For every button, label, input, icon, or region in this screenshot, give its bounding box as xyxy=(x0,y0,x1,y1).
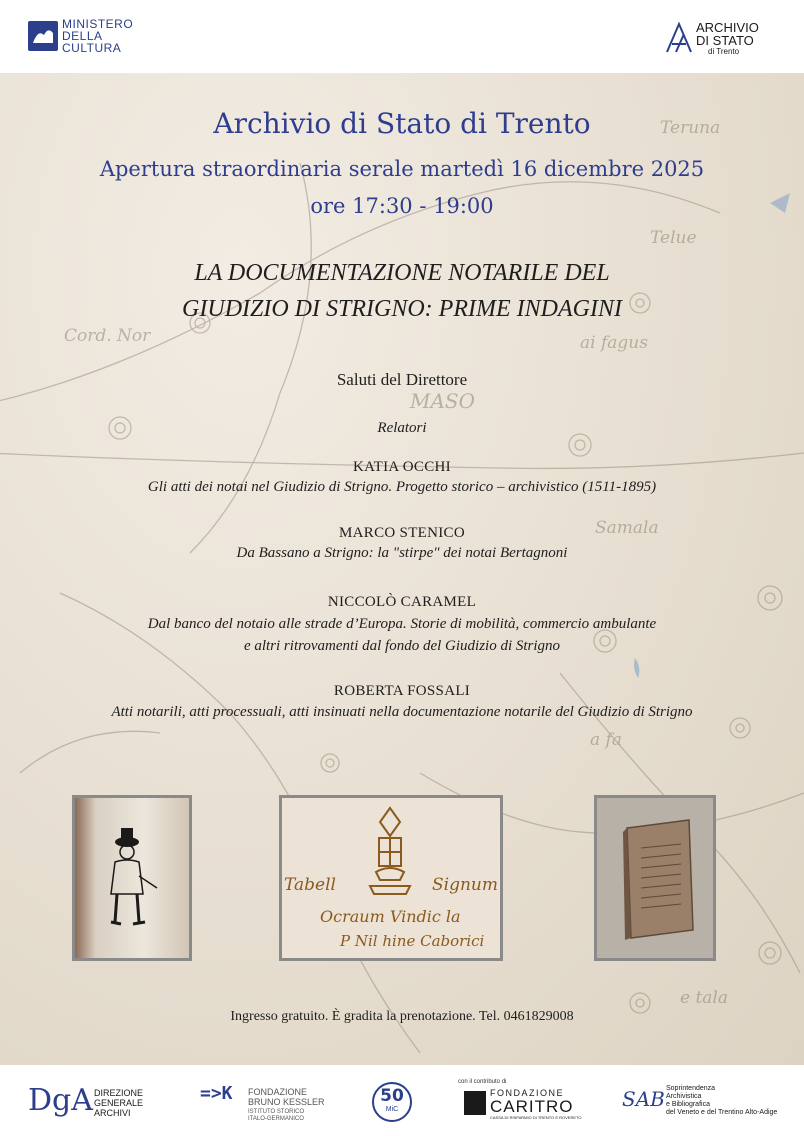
map-word: Telue xyxy=(650,228,697,248)
director-greeting: Saluti del Direttore xyxy=(336,370,468,389)
notary-figure-drawing xyxy=(75,798,189,958)
signum-line: Ocraum Vindic la xyxy=(320,907,461,926)
speaker-talk: Atti notarili, atti processuali, atti insinuati nella documentazione notarile del Giudizio di Strigno xyxy=(111,704,693,720)
fbk-logo-line: FONDAZIONE xyxy=(248,1087,308,1097)
map-word: e tala xyxy=(680,988,729,1008)
fbk-logo-line: BRUNO KESSLER xyxy=(248,1097,325,1107)
map-word: ai fagus xyxy=(580,333,648,353)
dga-logo-line: ARCHIVI xyxy=(94,1108,131,1118)
fbk-logo-mark: =>K xyxy=(200,1083,233,1104)
speaker-name: MARCO STENICO xyxy=(339,525,465,541)
speaker-block xyxy=(0,591,804,657)
speaker-name: KATIA OCCHI xyxy=(353,459,451,475)
archive-logo-line: DI STATO xyxy=(696,33,754,48)
caritro-icon xyxy=(464,1091,486,1115)
caritro-logo-sub: CASSA DI RISPARMIO DI TRENTO E ROVERETO xyxy=(490,1115,582,1120)
dga-logo-line: DIREZIONE xyxy=(94,1088,144,1098)
speaker-block xyxy=(0,523,804,563)
dga-logo-line: GENERALE xyxy=(94,1098,144,1108)
speakers-label: Relatori xyxy=(377,420,427,436)
conference-title-line: LA DOCUMENTAZIONE NOTARILE DEL xyxy=(194,260,610,286)
sab-logo-line: Soprintendenza xyxy=(666,1085,716,1092)
anniversary-number: 50 xyxy=(380,1086,404,1106)
speaker-name: ROBERTA FOSSALI xyxy=(333,683,471,699)
caritro-logo-line: CARITRO xyxy=(490,1097,574,1116)
speaker-talk: Dal banco del notaio alle strade d’Europa. Storie di mobilità, commercio ambulante xyxy=(147,616,657,632)
speaker-block xyxy=(0,457,804,497)
fbk-logo-line: ISTITUTO STORICO xyxy=(248,1109,305,1115)
bound-volume-drawing xyxy=(597,798,713,958)
conference-title xyxy=(0,255,804,327)
signum-word-right: Signum xyxy=(432,875,498,895)
mic-logo xyxy=(28,18,138,58)
header-bar xyxy=(0,0,804,73)
opening-time: ore 17:30 - 19:00 xyxy=(310,194,494,218)
signum-line: P Nil hine Caborici xyxy=(340,932,485,950)
speaker-talk: Da Bassano a Strigno: la "stirpe" dei notai Bertagnoni xyxy=(236,545,568,561)
map-word: a fa xyxy=(590,730,622,750)
sab-logo xyxy=(622,1085,782,1125)
sab-logo-line: e Bibliografica xyxy=(666,1101,710,1108)
mic-logo-icon xyxy=(28,21,58,51)
mic-logo-line: CULTURA xyxy=(62,41,122,55)
sab-logo-mark: SAB xyxy=(622,1087,665,1111)
mic-logo-line: DELLA xyxy=(62,29,103,43)
archive-logo-icon xyxy=(664,20,694,54)
signum-word-left: Tabell xyxy=(284,875,336,895)
admission-note: Ingresso gratuito. È gradita la prenotazione. Tel. 0461829008 xyxy=(230,1009,574,1024)
fbk-logo xyxy=(200,1083,330,1123)
caritro-small: con il contributo di xyxy=(458,1079,507,1085)
sab-logo-line: Archivistica xyxy=(666,1093,702,1100)
archive-logo xyxy=(664,20,776,56)
photo-manuscript-drawing xyxy=(72,795,192,961)
conference-title-line: GIUDIZIO DI STRIGNO: PRIME INDAGINI xyxy=(182,296,622,322)
signum-drawing xyxy=(282,798,500,958)
photo-bound-volume xyxy=(594,795,716,961)
fbk-logo-line: ITALO-GERMANICO xyxy=(248,1116,304,1122)
anniversary-sub: MiC xyxy=(385,1106,399,1113)
speaker-block xyxy=(0,681,804,723)
opening-date: Apertura straordinaria serale martedì 16 dicembre 2025 xyxy=(99,157,705,181)
institution-title: Archivio di Stato di Trento xyxy=(213,107,591,140)
map-word: Samala xyxy=(595,518,659,538)
dga-logo-mark: DgA xyxy=(28,1083,93,1118)
caritro-logo-line: FONDAZIONE xyxy=(490,1088,565,1098)
sab-logo-line: del Veneto e del Trentino Alto-Adige xyxy=(666,1109,778,1116)
anniversary-logo xyxy=(372,1081,412,1123)
map-word: MASO xyxy=(410,389,476,413)
caritro-logo xyxy=(458,1079,588,1125)
poster xyxy=(0,73,804,1065)
speaker-talk: Gli atti dei notai nel Giudizio di Strigno. Progetto storico – archivistico (1511-1895) xyxy=(147,479,657,495)
archive-logo-line: ARCHIVIO xyxy=(696,20,759,35)
speaker-name: NICCOLÒ CARAMEL xyxy=(327,594,477,610)
mic-logo-line: MINISTERO xyxy=(62,17,134,31)
speaker-talk: e altri ritrovamenti dal fondo del Giudizio di Strigno xyxy=(243,638,561,654)
dga-logo xyxy=(28,1083,158,1123)
sponsor-bar xyxy=(0,1065,804,1136)
map-word: Teruna xyxy=(660,118,721,138)
map-word: Cord. Nor xyxy=(64,326,151,346)
archive-logo-line: di Trento xyxy=(708,47,740,56)
photo-notarial-signum xyxy=(279,795,503,961)
